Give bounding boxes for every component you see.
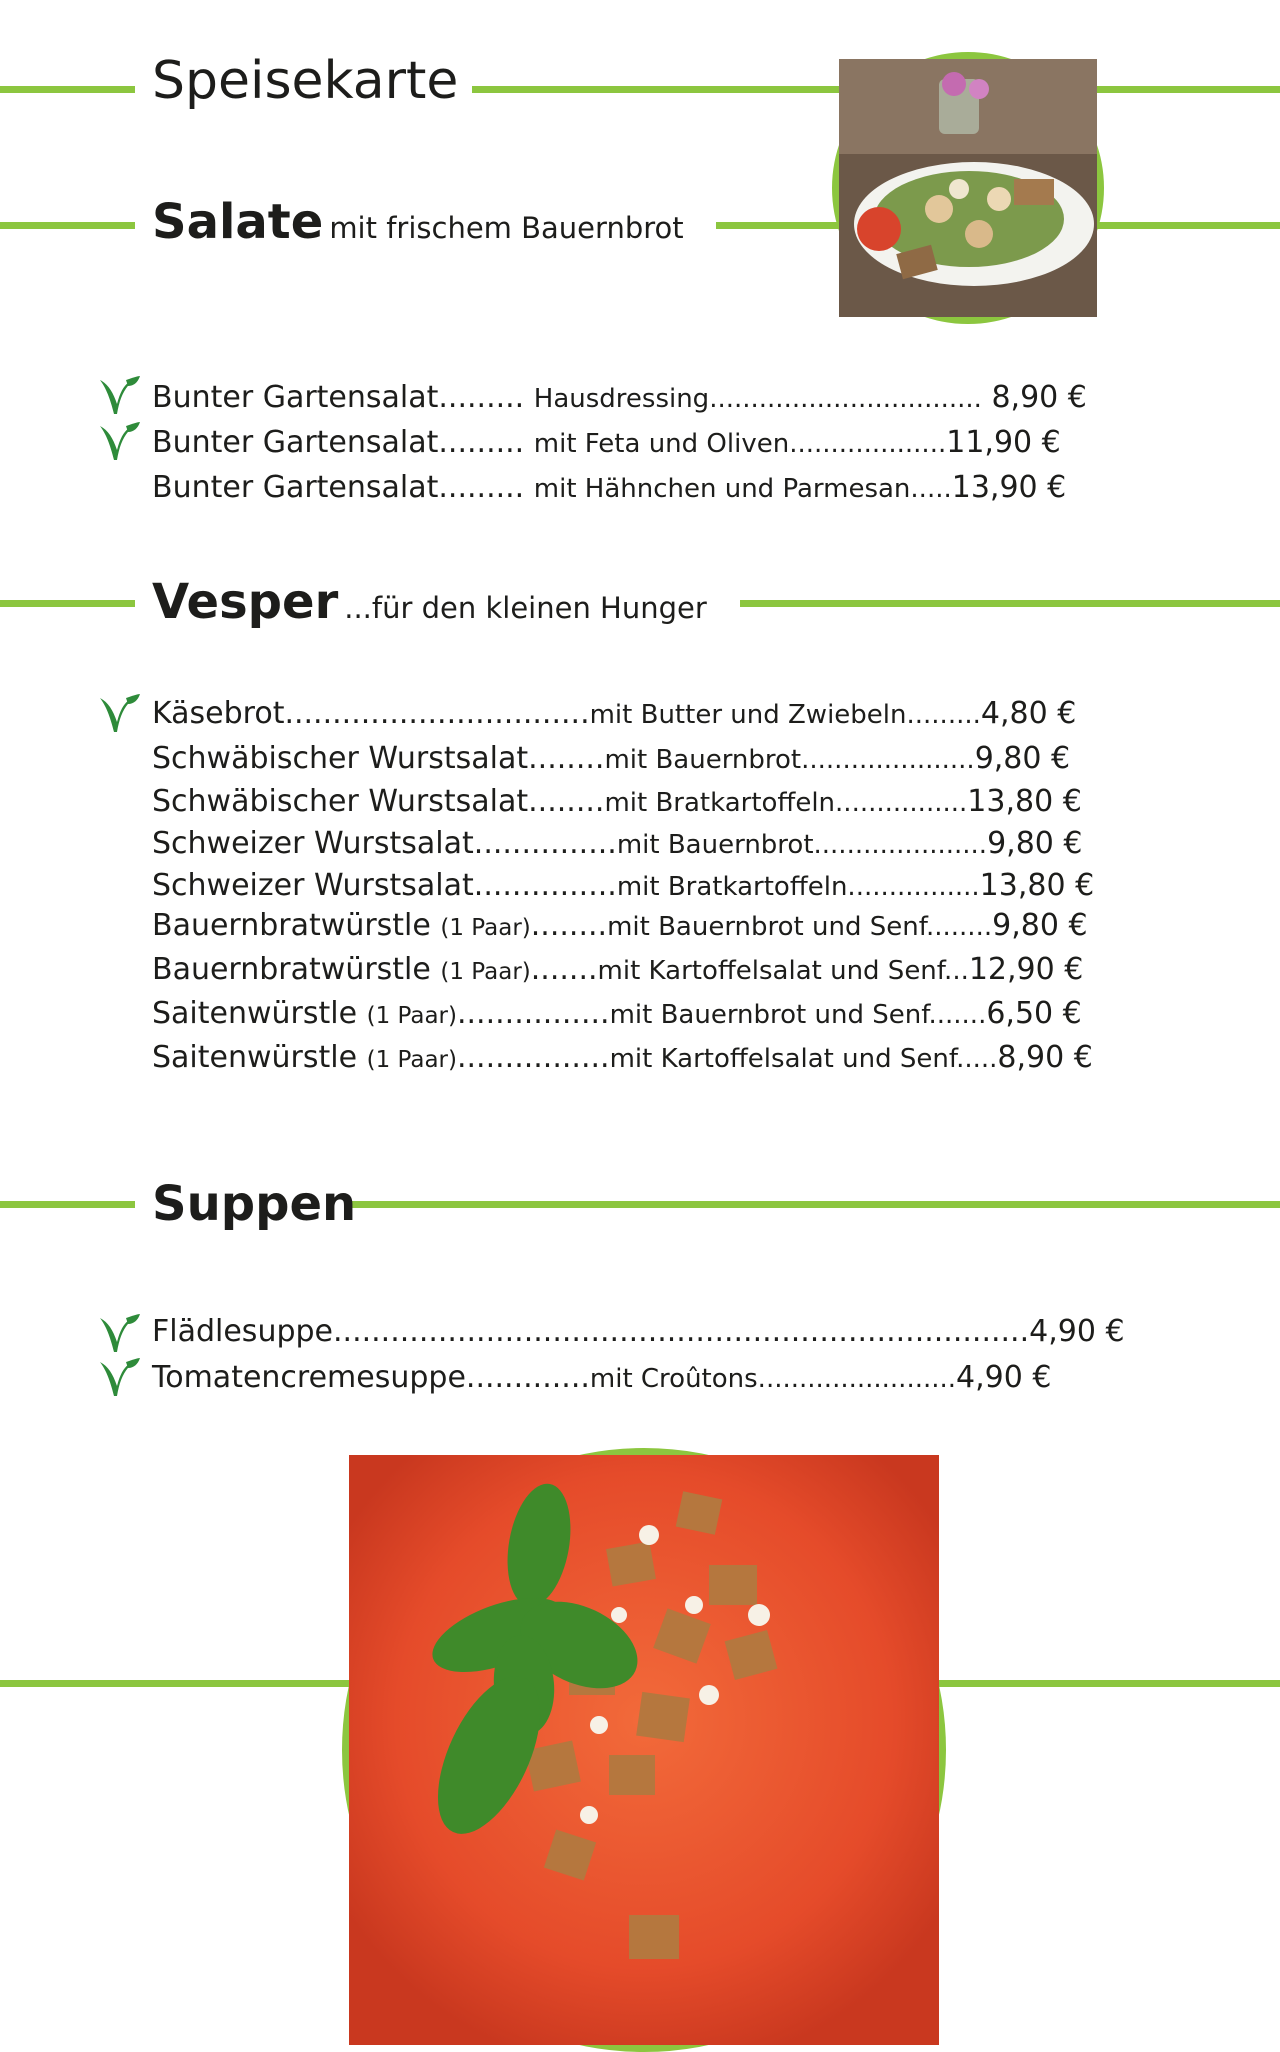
item-name: Schweizer Wurstsalat...............	[152, 826, 617, 861]
item-price: 9,80 €	[974, 741, 1071, 776]
divider-line	[740, 600, 1280, 607]
item-price: 8,90 €	[981, 380, 1087, 415]
menu-item	[152, 864, 1104, 908]
item-description: mit Feta und Oliven...................	[533, 429, 947, 459]
veggie-leaf-icon	[96, 692, 142, 738]
item-price: 4,80 €	[980, 696, 1077, 731]
item-price: 13,80 €	[967, 784, 1082, 819]
section-heading-suppen	[152, 1176, 357, 1232]
item-description: mit Bauernbrot.....................	[616, 830, 988, 860]
section-title: Suppen	[152, 1176, 357, 1232]
menu-item	[152, 904, 1104, 948]
item-price: 13,80 €	[979, 868, 1095, 903]
section-heading-salate	[152, 194, 684, 250]
menu-item	[152, 421, 1104, 465]
menu-item	[152, 1036, 1104, 1080]
item-name: Saitenwürstle	[152, 1040, 367, 1075]
divider-line	[0, 222, 135, 229]
item-description: mit Croûtons........................	[589, 1364, 957, 1394]
divider-line	[0, 1201, 135, 1208]
soup-image	[349, 1455, 939, 2045]
item-portion: (1 Paar)	[440, 915, 531, 941]
soup-photo	[342, 1448, 946, 2052]
item-name: Schwäbischer Wurstsalat........	[152, 741, 605, 776]
item-portion: (1 Paar)	[366, 1003, 457, 1029]
section-heading-vesper	[152, 574, 707, 630]
menu-item	[152, 376, 1104, 420]
item-name: Tomatencremesuppe.............	[152, 1360, 590, 1395]
menu-item	[152, 948, 1104, 992]
item-price: 13,90 €	[951, 470, 1067, 505]
item-price: 4,90 €	[956, 1360, 1052, 1395]
menu-item	[152, 466, 1104, 510]
menu-item	[152, 780, 1104, 824]
item-description: mit Bauernbrot.....................	[604, 745, 975, 775]
item-name: Flädlesuppe.........................................................................	[152, 1314, 1030, 1349]
item-name: Bunter Gartensalat.........	[152, 425, 534, 460]
salad-photo	[832, 52, 1104, 324]
page-title: Speisekarte	[152, 51, 459, 111]
item-description: mit Bauernbrot und Senf.......	[609, 1000, 987, 1030]
item-price: 12,90 €	[968, 952, 1084, 987]
divider-line	[0, 86, 135, 93]
menu-item	[152, 1356, 1104, 1400]
item-description: mit Butter und Zwiebeln.........	[589, 700, 981, 730]
veggie-leaf-icon	[96, 420, 142, 466]
item-description: mit Bratkartoffeln................	[604, 788, 968, 818]
menu-item	[152, 692, 1104, 736]
salad-image	[839, 59, 1097, 317]
section-subtitle: mit frischem Bauernbrot	[329, 211, 684, 245]
item-description: mit Bauernbrot und Senf........	[607, 912, 993, 942]
divider-line	[0, 600, 135, 607]
menu-item	[152, 822, 1104, 866]
item-name: Bauernbratwürstle	[152, 908, 441, 943]
menu-item	[152, 737, 1104, 781]
item-description: Hausdressing.................................	[533, 384, 982, 414]
item-name: Bunter Gartensalat.........	[152, 470, 534, 505]
divider-line	[352, 1201, 1280, 1208]
item-price: 9,80 €	[987, 826, 1083, 861]
section-title: Vesper	[152, 574, 339, 630]
item-description: mit Hähnchen und Parmesan.....	[533, 474, 952, 504]
item-description: mit Kartoffelsalat und Senf.....	[609, 1044, 998, 1074]
item-portion: (1 Paar)	[440, 959, 531, 985]
item-description: mit Bratkartoffeln................	[616, 872, 980, 902]
item-name: Bunter Gartensalat.........	[152, 380, 534, 415]
item-name: Schwäbischer Wurstsalat........	[152, 784, 605, 819]
item-price: 9,80 €	[992, 908, 1088, 943]
item-name: Saitenwürstle	[152, 996, 367, 1031]
veggie-leaf-icon	[96, 1312, 142, 1358]
item-leader: .......	[530, 952, 598, 987]
item-portion: (1 Paar)	[366, 1047, 457, 1073]
menu-item	[152, 992, 1104, 1036]
item-name: Bauernbratwürstle	[152, 952, 441, 987]
section-subtitle: ...für den kleinen Hunger	[344, 591, 707, 625]
item-price: 8,90 €	[997, 1040, 1093, 1075]
item-price: 4,90 €	[1029, 1314, 1125, 1349]
item-leader: ................	[456, 1040, 610, 1075]
item-price: 11,90 €	[946, 425, 1061, 460]
item-name: Schweizer Wurstsalat...............	[152, 868, 617, 903]
item-description: mit Kartoffelsalat und Senf...	[597, 956, 969, 986]
veggie-leaf-icon	[96, 374, 142, 420]
veggie-leaf-icon	[96, 1356, 142, 1402]
item-leader: ................	[456, 996, 610, 1031]
item-price: 6,50 €	[986, 996, 1082, 1031]
item-name: Käsebrot................................	[152, 696, 590, 731]
section-title: Salate	[152, 194, 324, 250]
item-leader: ........	[530, 908, 608, 943]
menu-item	[152, 1310, 1125, 1354]
